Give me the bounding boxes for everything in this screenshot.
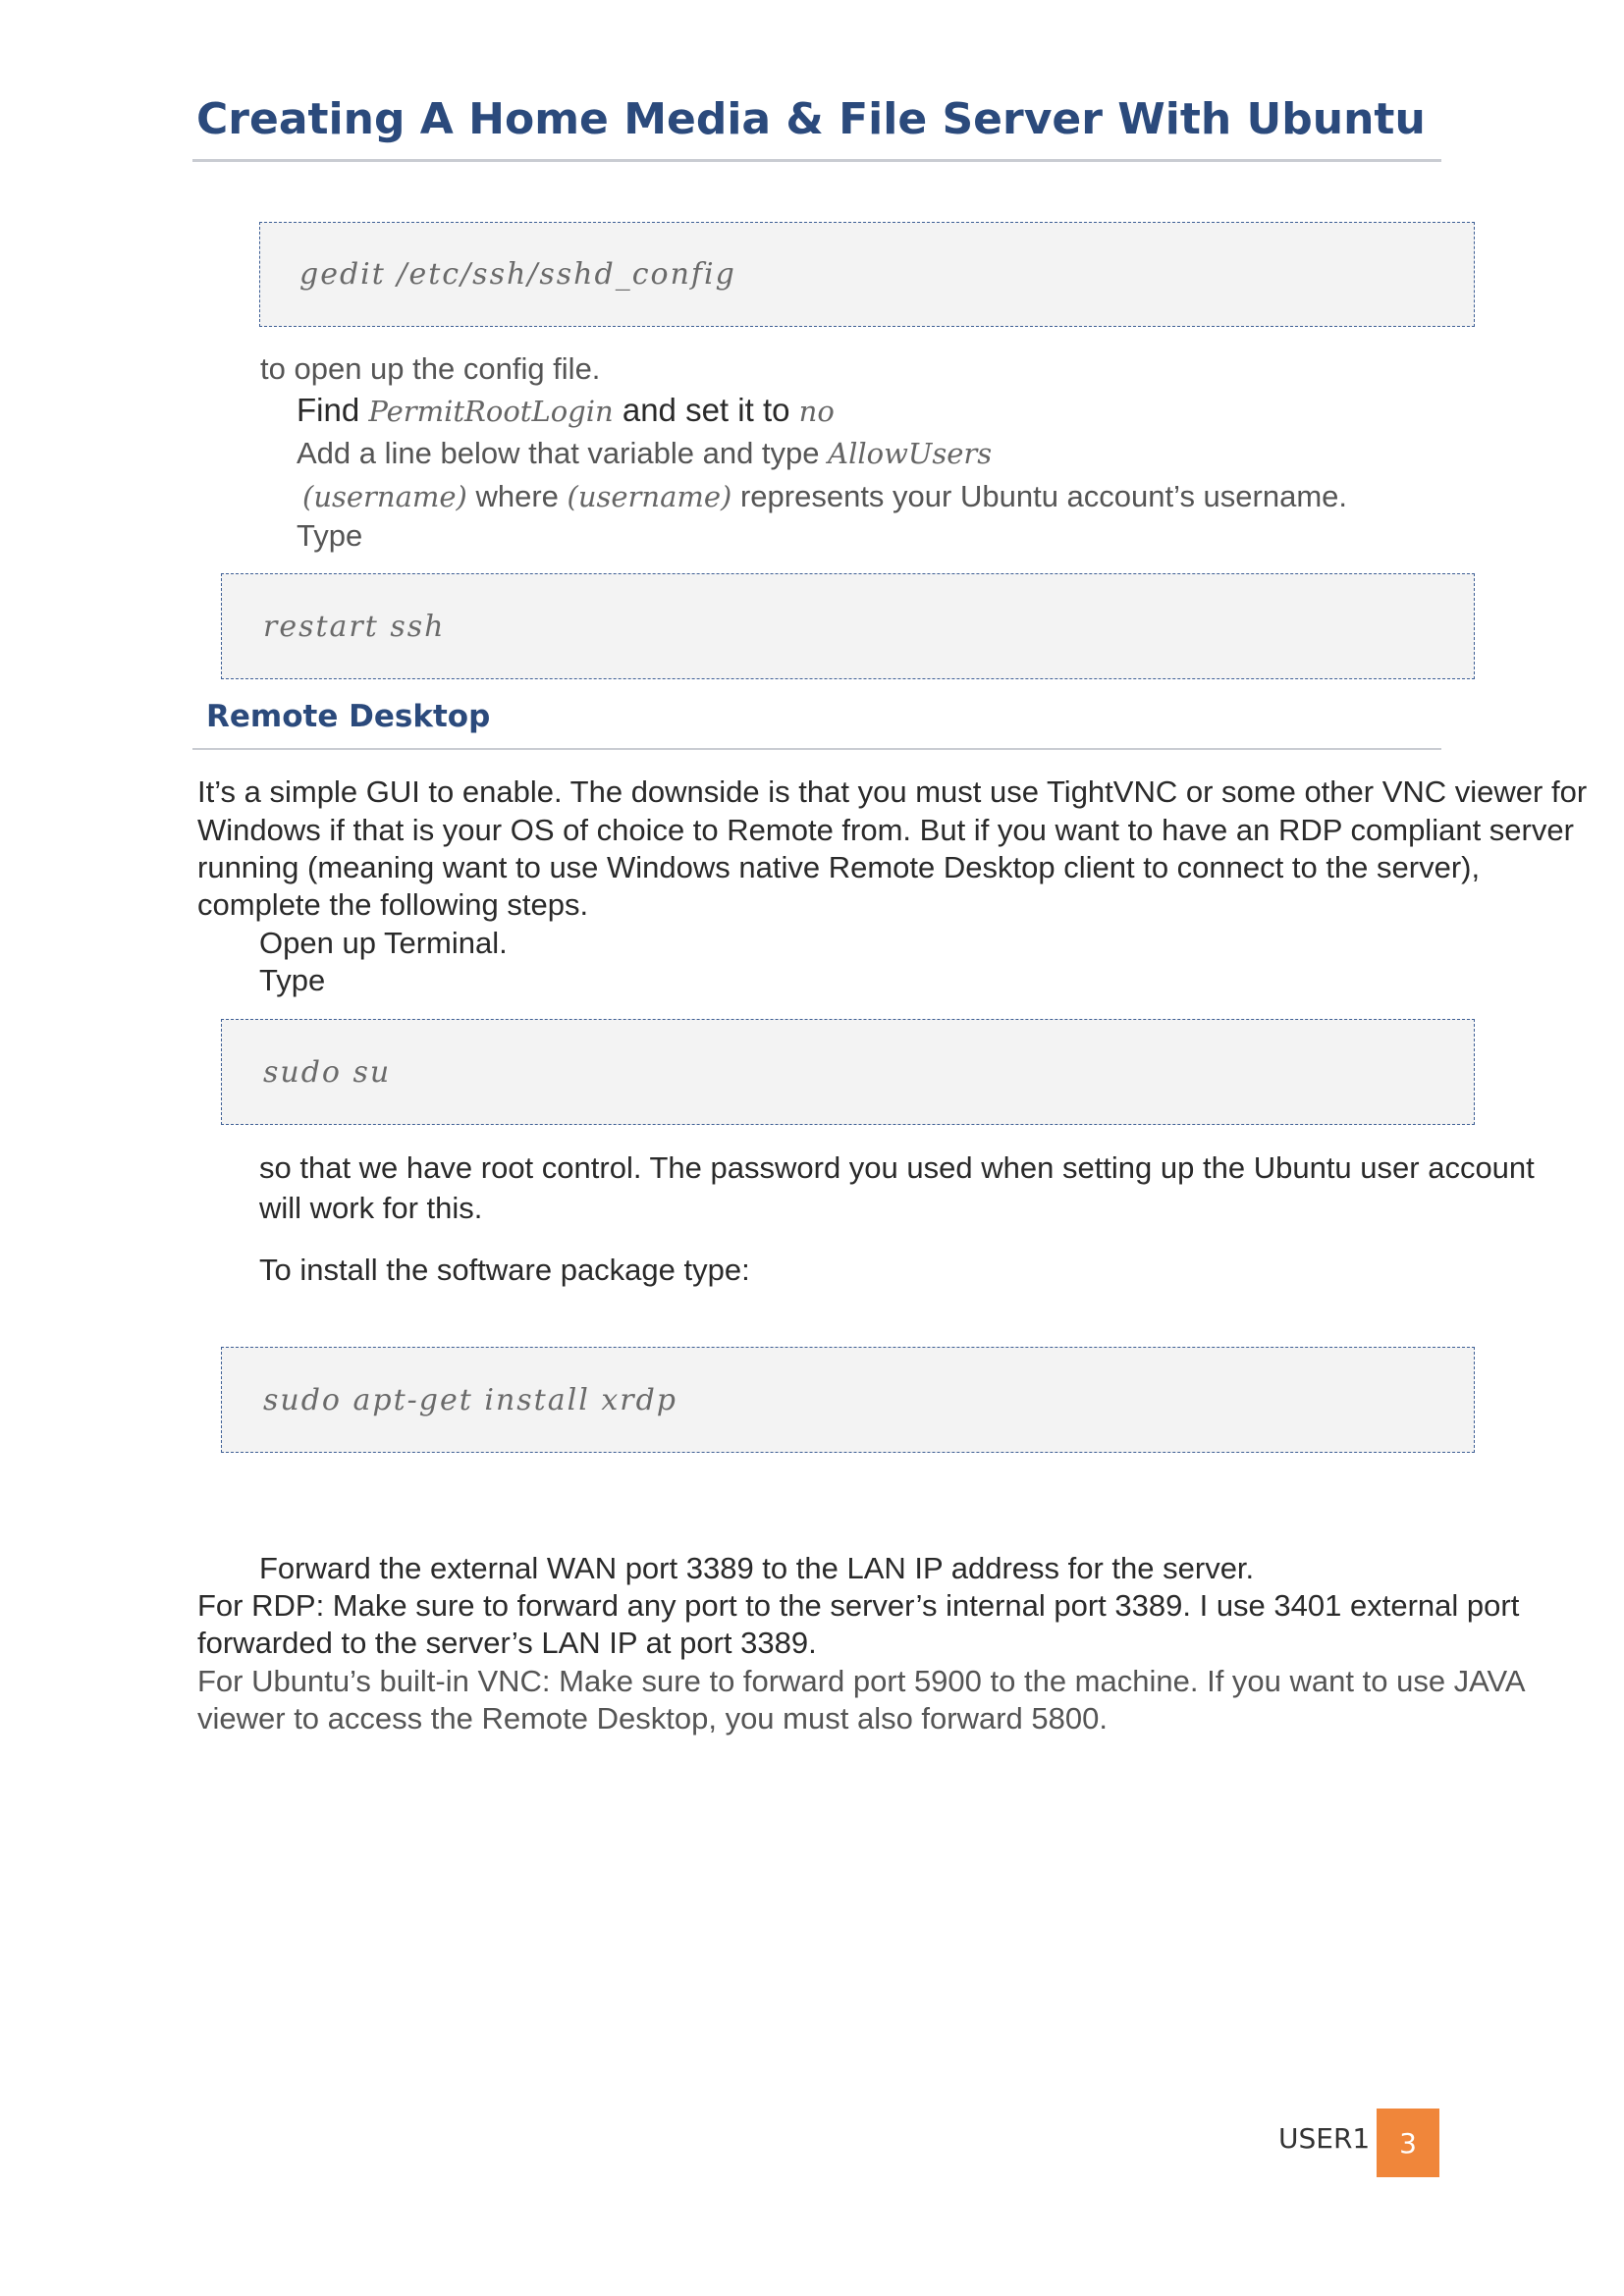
step-type: Type xyxy=(259,963,326,997)
paragraph-find xyxy=(297,391,835,431)
page-number-text: 3 xyxy=(1399,2126,1417,2160)
username-variable-1: (username) xyxy=(302,480,467,513)
paragraph-root-line-1: so that we have root control. The password you used when setting up the Ubuntu user account xyxy=(259,1150,1535,1185)
paragraph-install: To install the software package type: xyxy=(259,1253,750,1287)
paragraph-root-line-2: will work for this. xyxy=(259,1191,483,1225)
title-divider xyxy=(192,159,1441,162)
paragraph-intro-line-2: Windows if that is your OS of choice to Remote from. But if you want to have an RDP compliant server xyxy=(197,813,1574,847)
allowusers-variable: AllowUsers xyxy=(828,437,993,470)
paragraph-vnc-line-2: viewer to access the Remote Desktop, you must also forward 5800. xyxy=(197,1701,1108,1735)
where-text: where xyxy=(466,479,568,513)
find-label: Find xyxy=(297,392,369,428)
step-open-terminal: Open up Terminal. xyxy=(259,926,508,960)
paragraph-forward: Forward the external WAN port 3389 to the LAN IP address for the server. xyxy=(259,1551,1255,1585)
username-variable-2: (username) xyxy=(567,480,732,513)
find-mid: and set it to xyxy=(613,392,799,428)
footer-page-number xyxy=(1377,2109,1439,2177)
add-line-text: Add a line below that variable and type xyxy=(297,436,829,470)
section-divider xyxy=(192,748,1441,750)
code-text-apt-get: sudo apt-get install xrdp xyxy=(263,1382,677,1417)
section-heading-remote-desktop: Remote Desktop xyxy=(206,699,491,734)
page-title: Creating A Home Media & File Server With Ubuntu xyxy=(196,94,1426,144)
find-variable: PermitRootLogin xyxy=(368,395,614,428)
paragraph-open-config: to open up the config file. xyxy=(260,351,601,386)
code-block-sudo-su xyxy=(221,1019,1475,1125)
find-value: no xyxy=(798,395,835,428)
code-block-apt-get xyxy=(221,1347,1475,1453)
paragraph-intro-line-4: complete the following steps. xyxy=(197,887,589,922)
footer-user: USER1 xyxy=(1278,2122,1371,2155)
code-text-restart-ssh: restart ssh xyxy=(263,609,446,644)
paragraph-username xyxy=(302,477,1347,516)
paragraph-intro-line-1: It’s a simple GUI to enable. The downside is that you must use TightVNC or some other VNC viewer for xyxy=(197,774,1588,809)
username-rest: represents your Ubuntu account’s username. xyxy=(731,479,1348,513)
paragraph-rdp-line-1: For RDP: Make sure to forward any port to the server’s internal port 3389. I use 3401 external port xyxy=(197,1588,1520,1623)
code-block-restart-ssh xyxy=(221,573,1475,679)
paragraph-intro-line-3: running (meaning want to use Windows native Remote Desktop client to connect to the server), xyxy=(197,850,1481,884)
code-text-gedit: gedit /etc/ssh/sshd_config xyxy=(299,257,736,292)
paragraph-add-line xyxy=(297,434,992,473)
paragraph-vnc-line-1: For Ubuntu’s built-in VNC: Make sure to forward port 5900 to the machine. If you want to use JAVA xyxy=(197,1664,1526,1698)
code-text-sudo-su: sudo su xyxy=(263,1054,392,1090)
paragraph-type-1: Type xyxy=(297,518,363,553)
paragraph-rdp-line-2: forwarded to the server’s LAN IP at port 3389. xyxy=(197,1626,817,1660)
code-block-gedit xyxy=(259,222,1475,327)
